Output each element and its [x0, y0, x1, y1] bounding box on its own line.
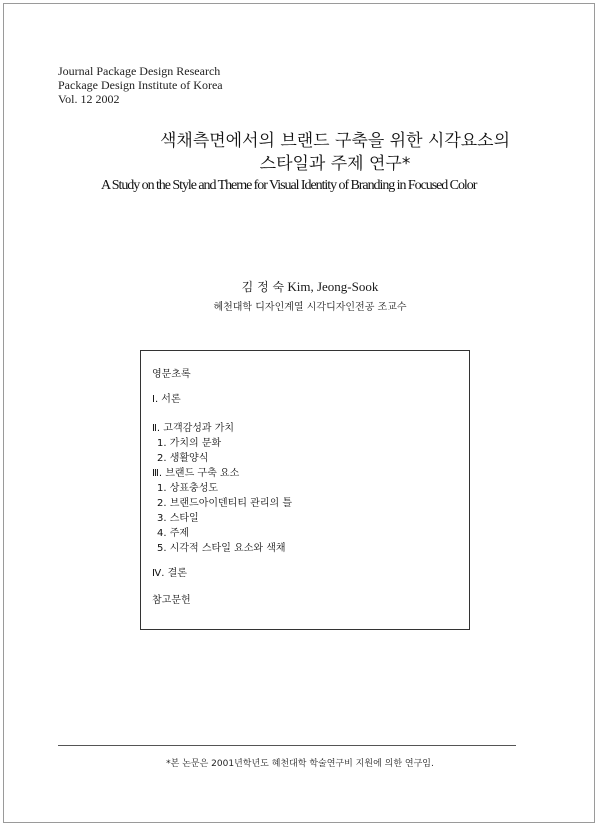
toc-item-section-2: Ⅱ. 고객감성과 가치: [152, 423, 235, 434]
footnote-rule: [58, 745, 516, 746]
toc-item-section-3: Ⅲ. 브랜드 구축 요소: [152, 468, 240, 479]
author-affiliation: 혜천대학 디자인계열 시각디자인전공 조교수: [213, 302, 407, 313]
toc-item-3-3: 3. 스타일: [157, 513, 199, 524]
footnote: *본 논문은 2001년학년도 혜천대학 학술연구비 지원에 의한 연구임.: [166, 759, 434, 769]
author-english-name: Kim, Jeong-Sook: [287, 279, 379, 294]
toc-item-2-1: 1. 가치의 문화: [157, 438, 222, 449]
toc-item-3-4: 4. 주제: [157, 528, 190, 539]
author-line: [0, 278, 600, 295]
toc-item-3-1: 1. 상표충성도: [157, 483, 219, 494]
table-of-contents: [140, 350, 470, 630]
korean-title-line-2: 스타일과 주제 연구*: [259, 154, 411, 174]
korean-title-line-1: 색채측면에서의 브랜드 구축을 위한 시각요소의: [159, 131, 511, 151]
journal-name: Journal Package Design Research: [58, 64, 221, 78]
korean-title: [0, 130, 600, 176]
toc-item-conclusion: Ⅳ. 결론: [152, 568, 187, 579]
toc-item-3-5: 5. 시각적 스타일 요소와 색채: [157, 543, 286, 554]
toc-item-2-2: 2. 생활양식: [157, 453, 209, 464]
toc-heading: 영문초록: [152, 369, 191, 380]
journal-volume: Vol. 12 2002: [58, 92, 120, 106]
toc-item-introduction: Ⅰ. 서론: [152, 394, 181, 405]
english-title: A Study on the Style and Theme for Visual Identity of Branding in Focused Color: [101, 178, 477, 193]
author-korean-name: 김 정 숙: [241, 280, 285, 294]
toc-item-3-2: 2. 브랜드아이덴티티 관리의 틀: [157, 498, 292, 509]
journal-institute: Package Design Institute of Korea: [58, 78, 223, 92]
toc-item-references: 참고문헌: [152, 595, 191, 606]
journal-header: [58, 64, 223, 106]
